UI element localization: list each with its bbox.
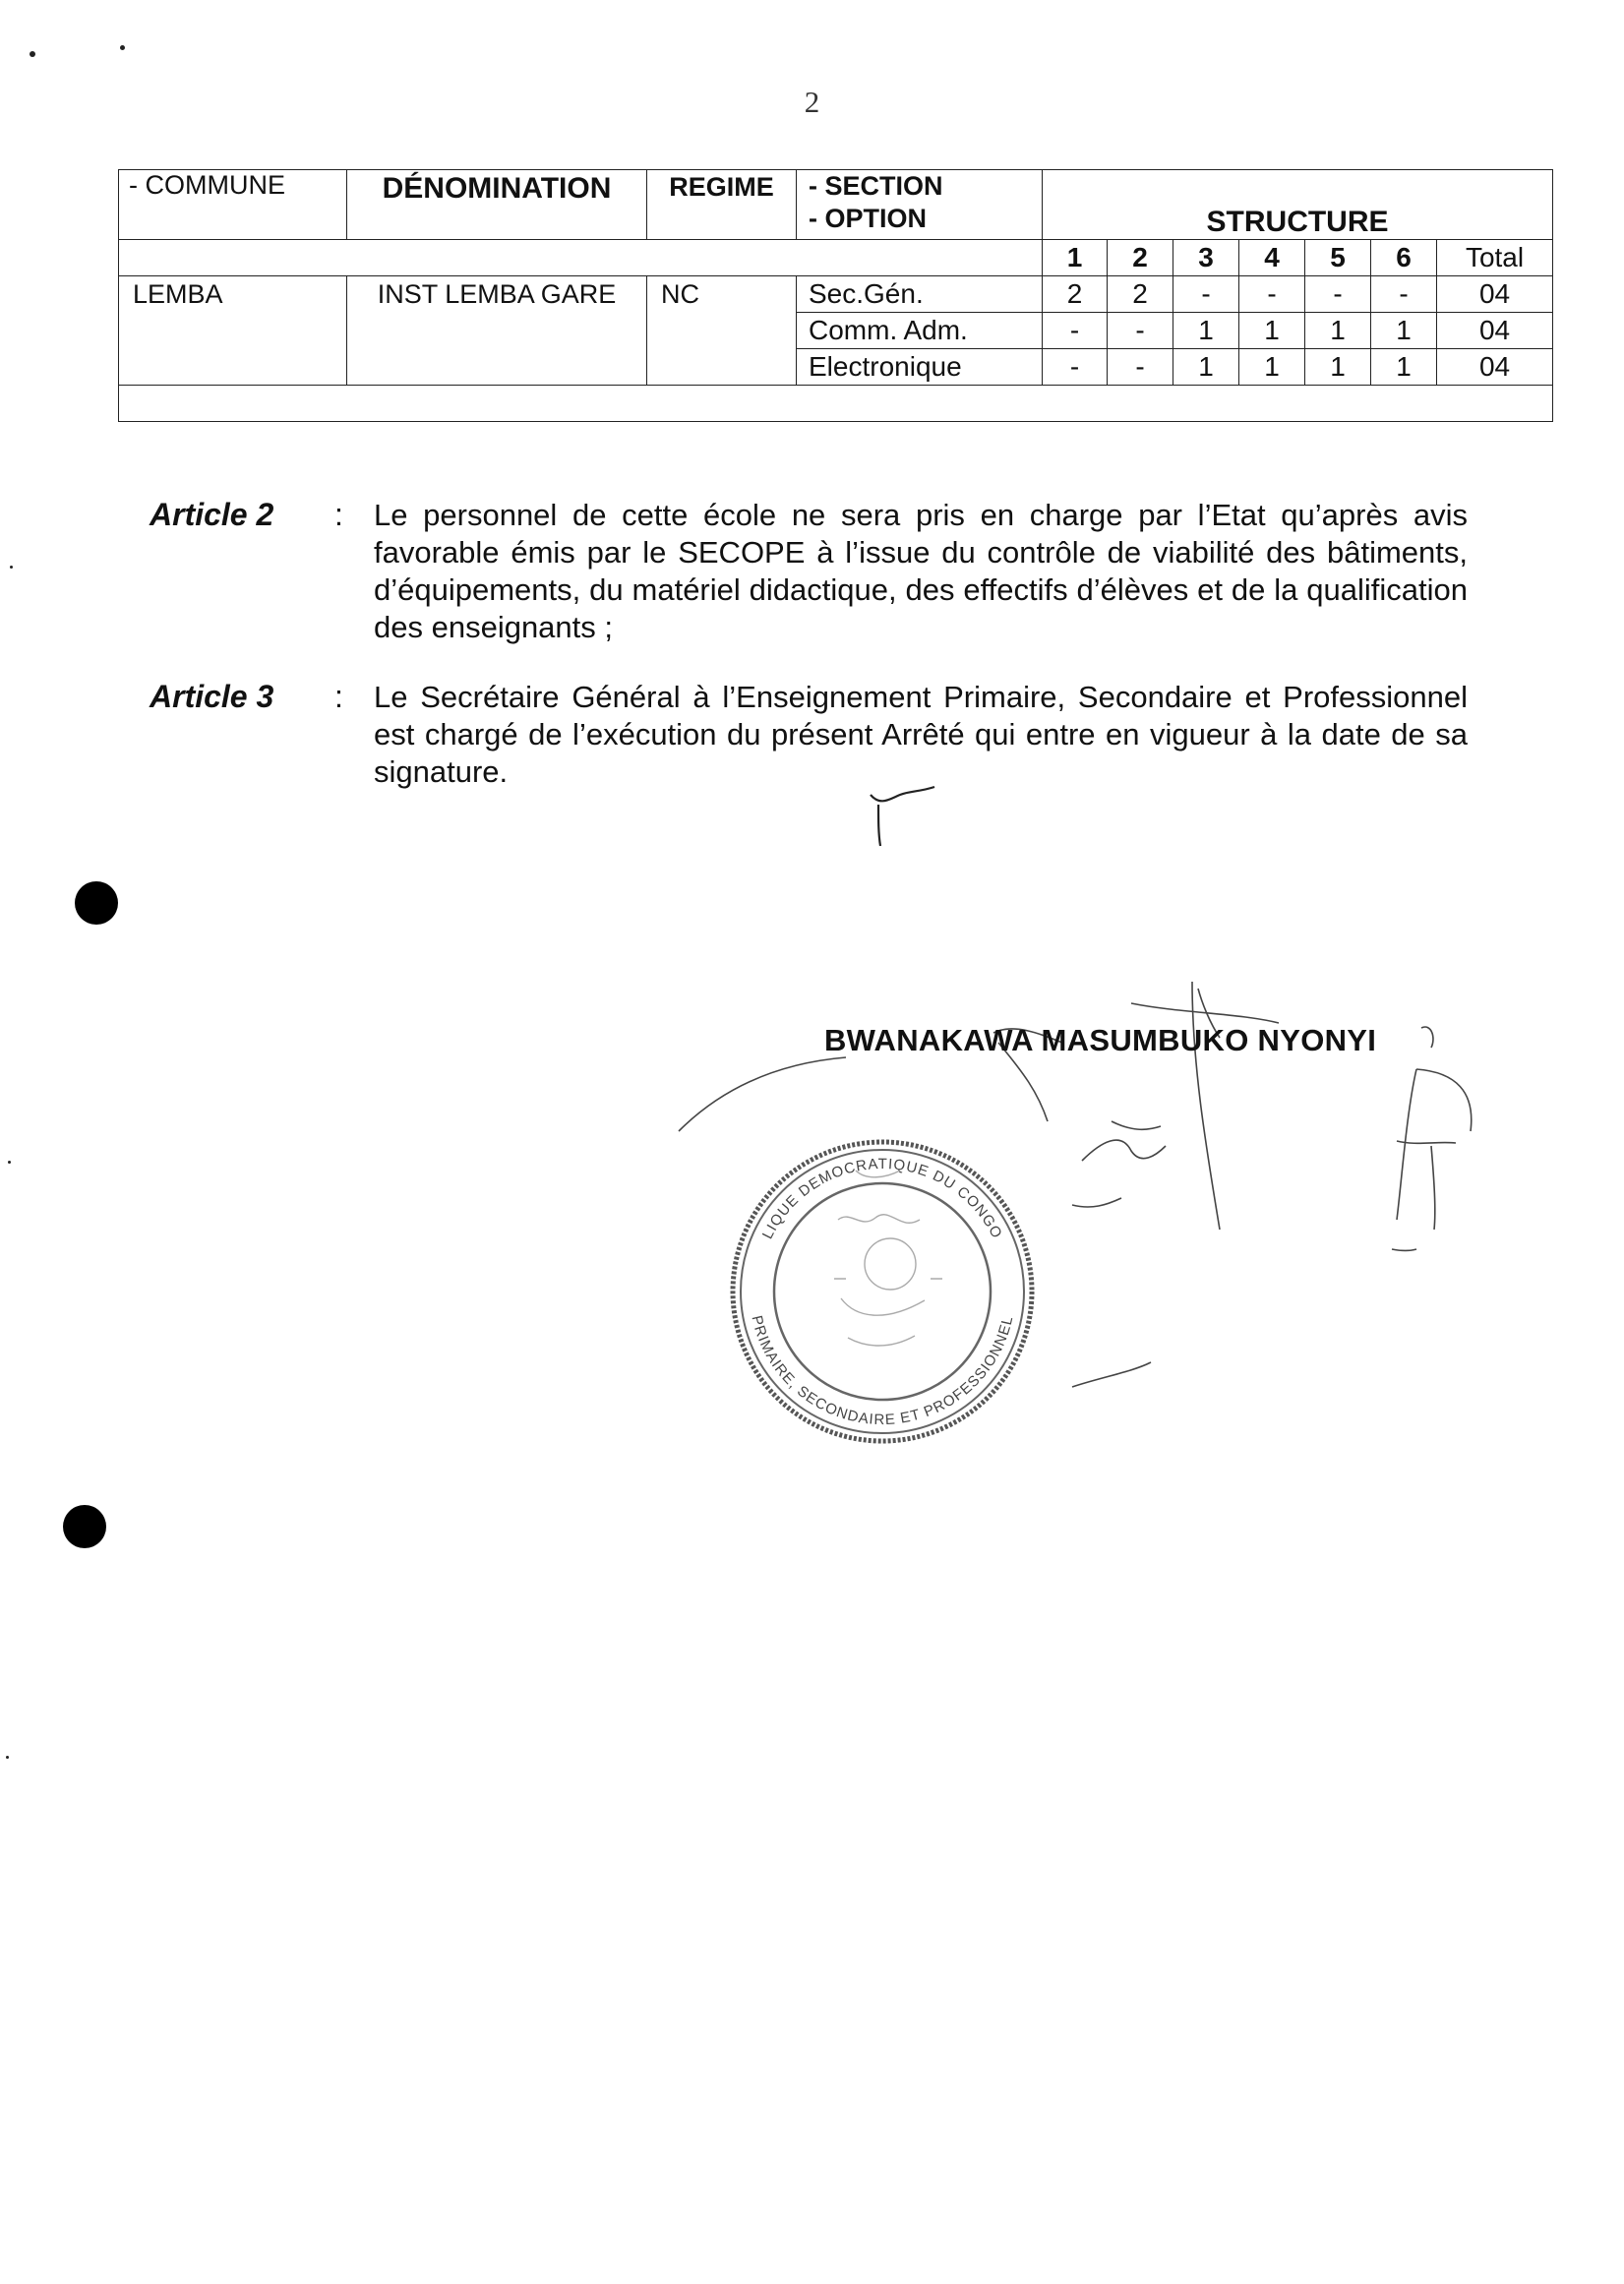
article-text: Le personnel de cette école ne sera pris en charge par l’Etat qu’après avis favorable émis par le SECOPE à l’issue du contrôle de viabilité des bâtiments, d’équipements, du matériel didactique, des effectifs d’élèves et de la qualification des enseignants ; xyxy=(374,498,1468,644)
header-class-2: 2 xyxy=(1108,240,1173,276)
cell-regime: NC xyxy=(647,276,797,386)
seal-emblem xyxy=(834,1171,942,1346)
cell-section: Electronique xyxy=(797,349,1043,386)
cell-value: - xyxy=(1108,349,1173,386)
header-structure: STRUCTURE xyxy=(1043,170,1553,240)
initials-mark xyxy=(871,787,934,846)
cell-value: 1 xyxy=(1173,313,1239,349)
header-total: Total xyxy=(1437,240,1553,276)
cell-section: Sec.Gén. xyxy=(797,276,1043,313)
cell-commune: LEMBA xyxy=(119,276,347,386)
cell-value: 1 xyxy=(1371,349,1437,386)
header-class-6: 6 xyxy=(1371,240,1437,276)
cell-denomination: INST LEMBA GARE xyxy=(347,276,647,386)
cell-total: 04 xyxy=(1437,313,1553,349)
header-class-1: 1 xyxy=(1043,240,1108,276)
cell-value: - xyxy=(1043,349,1108,386)
header-class-3: 3 xyxy=(1173,240,1239,276)
header-regime: REGIME xyxy=(647,170,797,240)
cell-value: - xyxy=(1108,313,1173,349)
header-option: - OPTION xyxy=(809,204,927,233)
article-label: Article 3 xyxy=(150,679,274,714)
cell-value: 2 xyxy=(1108,276,1173,313)
cell-value: 1 xyxy=(1239,349,1305,386)
article-text: Le Secrétaire Général à l’Enseignement Primaire, Secondaire et Professionnel est chargé de l’exécution du présent Arrêté qui entre en vigueur à la date de sa signature. xyxy=(374,680,1468,789)
header-section: - SECTION xyxy=(809,171,943,201)
header-class-5: 5 xyxy=(1305,240,1371,276)
cell-value: - xyxy=(1371,276,1437,313)
official-seal xyxy=(733,1142,1032,1441)
cell-value: 1 xyxy=(1239,313,1305,349)
header-denomination: DÉNOMINATION xyxy=(347,170,647,240)
cell-total: 04 xyxy=(1437,349,1553,386)
header-commune: - COMMUNE xyxy=(119,170,347,240)
cell-value: 1 xyxy=(1305,313,1371,349)
article-colon: : xyxy=(334,679,343,714)
signatory-name: BWANAKAWA MASUMBUKO NYONYI xyxy=(824,1023,1377,1057)
cell-value: - xyxy=(1173,276,1239,313)
article-colon: : xyxy=(334,497,343,532)
cell-value: 1 xyxy=(1305,349,1371,386)
seal-bottom-text: PRIMAIRE, SECONDAIRE ET PROFESSIONNEL xyxy=(748,1313,1017,1429)
cell-total: 04 xyxy=(1437,276,1553,313)
page-number: 2 xyxy=(804,85,820,119)
cell-section: Comm. Adm. xyxy=(797,313,1043,349)
cell-value: - xyxy=(1239,276,1305,313)
cell-value: 2 xyxy=(1043,276,1108,313)
header-class-4: 4 xyxy=(1239,240,1305,276)
article-label: Article 2 xyxy=(150,497,274,532)
cell-value: 1 xyxy=(1173,349,1239,386)
cell-value: 1 xyxy=(1371,313,1437,349)
seal-top-text: LIQUE DEMOCRATIQUE DU CONGO xyxy=(758,1155,1006,1242)
cell-value: - xyxy=(1043,313,1108,349)
cell-value: - xyxy=(1305,276,1371,313)
